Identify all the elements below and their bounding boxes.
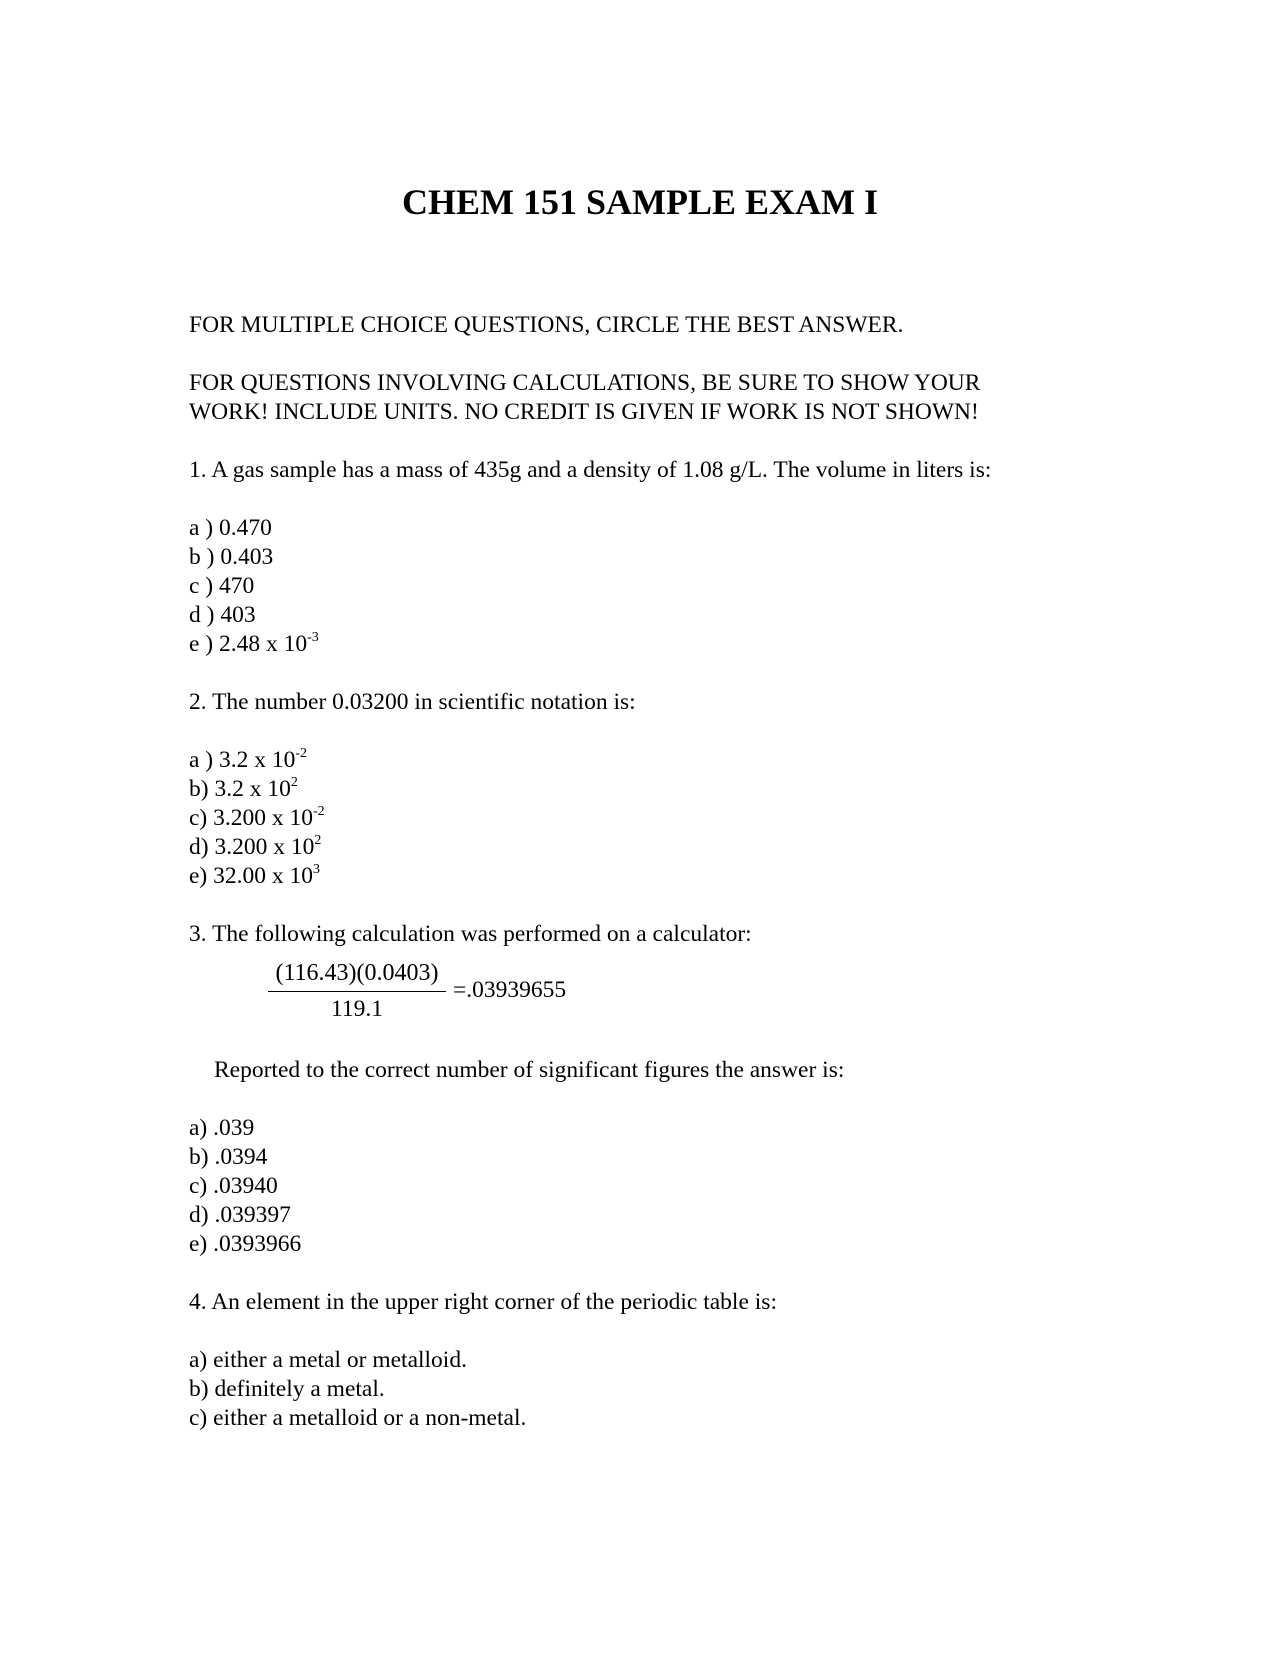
question-3-text: 3. The following calculation was performed on a calculator: bbox=[189, 921, 752, 947]
question-4-option-a: a) either a metal or metalloid. bbox=[189, 1347, 467, 1373]
question-4-text: 4. An element in the upper right corner of the periodic table is: bbox=[189, 1289, 777, 1315]
question-3-option-c: c) .03940 bbox=[189, 1173, 278, 1199]
question-3-prompt: Reported to the correct number of significant figures the answer is: bbox=[214, 1057, 845, 1083]
calculation-result: =.03939655 bbox=[453, 977, 567, 1003]
question-2-option-a-exponent: -2 bbox=[295, 746, 308, 761]
question-2-option-e-base: e) 32.00 x 10 bbox=[189, 863, 314, 889]
question-2-option-c-exponent: -2 bbox=[313, 804, 325, 819]
question-1-option-a: a ) 0.470 bbox=[189, 515, 272, 541]
question-1-option-c: c ) 470 bbox=[189, 573, 255, 599]
question-2-option-c bbox=[189, 804, 1089, 833]
exam-content bbox=[189, 311, 1089, 1433]
question-3-option-b: b) .0394 bbox=[189, 1144, 268, 1170]
question-3-option-e: e) .0393966 bbox=[189, 1231, 302, 1257]
question-3-option-a: a) .039 bbox=[189, 1115, 255, 1141]
question-2-option-e bbox=[189, 862, 1089, 891]
question-2-option-b-exponent: 2 bbox=[290, 775, 298, 790]
question-1-option-e-base: e ) 2.48 x 10 bbox=[189, 631, 308, 657]
question-2-option-e-exponent: 3 bbox=[313, 862, 321, 877]
question-2-option-b bbox=[189, 775, 1089, 804]
question-2-option-b-base: b) 3.2 x 10 bbox=[189, 776, 291, 802]
question-1-option-e-exponent: -3 bbox=[307, 630, 319, 645]
calculation-fraction bbox=[268, 956, 446, 1026]
question-1-option-b: b ) 0.403 bbox=[189, 544, 274, 570]
question-4-option-b: b) definitely a metal. bbox=[189, 1376, 385, 1402]
question-1-option-e bbox=[189, 630, 1089, 659]
question-2-option-d bbox=[189, 833, 1089, 862]
question-4-option-c: c) either a metalloid or a non-metal. bbox=[189, 1405, 527, 1431]
instruction-calculations-line-1: FOR QUESTIONS INVOLVING CALCULATIONS, BE SURE TO SHOW YOUR bbox=[189, 370, 981, 396]
question-2-option-d-exponent: 2 bbox=[314, 833, 322, 848]
question-2-option-c-base: c) 3.200 x 10 bbox=[189, 805, 314, 831]
instruction-calculations-line-2: WORK! INCLUDE UNITS. NO CREDIT IS GIVEN IF WORK IS NOT SHOWN! bbox=[189, 399, 979, 425]
instruction-multiple-choice: FOR MULTIPLE CHOICE QUESTIONS, CIRCLE THE BEST ANSWER. bbox=[189, 312, 904, 338]
question-2-option-a-base: a ) 3.2 x 10 bbox=[189, 747, 296, 773]
question-2-option-d-base: d) 3.200 x 10 bbox=[189, 834, 315, 860]
question-2-option-a bbox=[189, 746, 1089, 775]
calculation-numerator: (116.43)(0.0403) bbox=[268, 956, 446, 992]
question-1-option-d: d ) 403 bbox=[189, 602, 256, 628]
question-3-option-d: d) .039397 bbox=[189, 1202, 291, 1228]
exam-title: CHEM 151 SAMPLE EXAM I bbox=[402, 182, 878, 222]
calculation-formula bbox=[189, 956, 1089, 1032]
calculation-denominator: 119.1 bbox=[330, 996, 383, 1022]
question-1-text: 1. A gas sample has a mass of 435g and a density of 1.08 g/L. The volume in liters is: bbox=[189, 457, 992, 483]
question-2-text: 2. The number 0.03200 in scientific notation is: bbox=[189, 689, 636, 715]
